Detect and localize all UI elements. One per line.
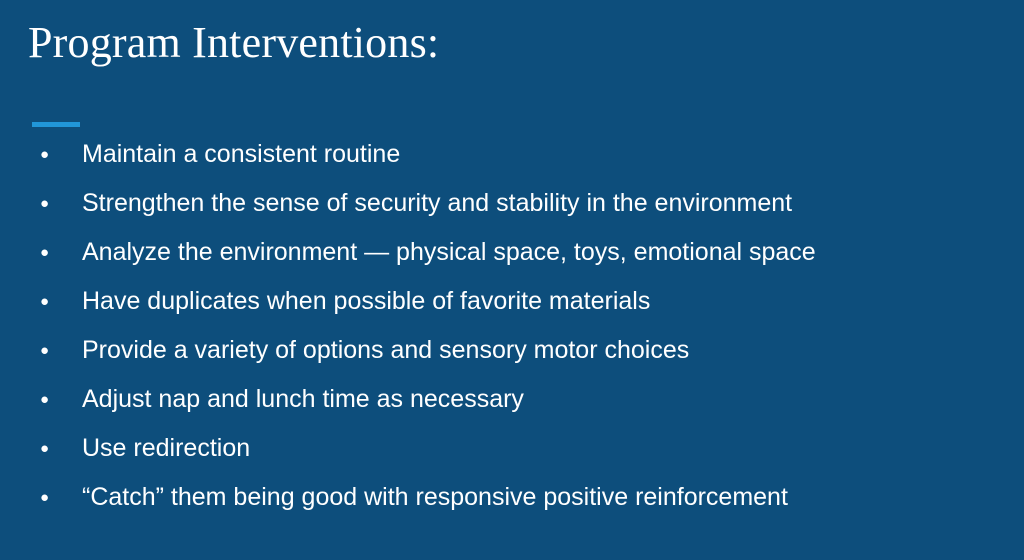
list-item: [28, 179, 994, 228]
bullet-dot-icon: ●: [40, 293, 50, 310]
list-item-label: Have duplicates when possible of favorite materials: [82, 287, 651, 315]
list-item: [28, 277, 994, 326]
list-item: [28, 424, 994, 473]
list-item: [28, 473, 994, 522]
list-item-label: Maintain a consistent routine: [82, 140, 401, 168]
list-item: [28, 375, 994, 424]
bullet-dot-icon: ●: [40, 391, 50, 408]
bullet-dot-icon: ●: [40, 342, 50, 359]
list-item-label: Provide a variety of options and sensory motor choices: [82, 336, 690, 364]
bullet-dot-icon: ●: [40, 489, 50, 506]
page-title: Program Interventions:: [28, 18, 440, 67]
list-item-label: Adjust nap and lunch time as necessary: [82, 385, 524, 413]
bullet-dot-icon: ●: [40, 195, 50, 212]
bullet-dot-icon: ●: [40, 440, 50, 457]
bullet-list: [28, 130, 994, 522]
bullet-dot-icon: ●: [40, 146, 50, 163]
list-item-label: Analyze the environment — physical space, toys, emotional space: [82, 238, 816, 266]
list-item: [28, 326, 994, 375]
list-item-label: “Catch” them being good with responsive positive reinforcement: [82, 483, 788, 511]
bullet-dot-icon: ●: [40, 244, 50, 261]
list-item: [28, 130, 994, 179]
list-item: [28, 228, 994, 277]
accent-divider: [32, 122, 80, 127]
list-item-label: Strengthen the sense of security and stability in the environment: [82, 189, 793, 217]
list-item-label: Use redirection: [82, 434, 251, 462]
